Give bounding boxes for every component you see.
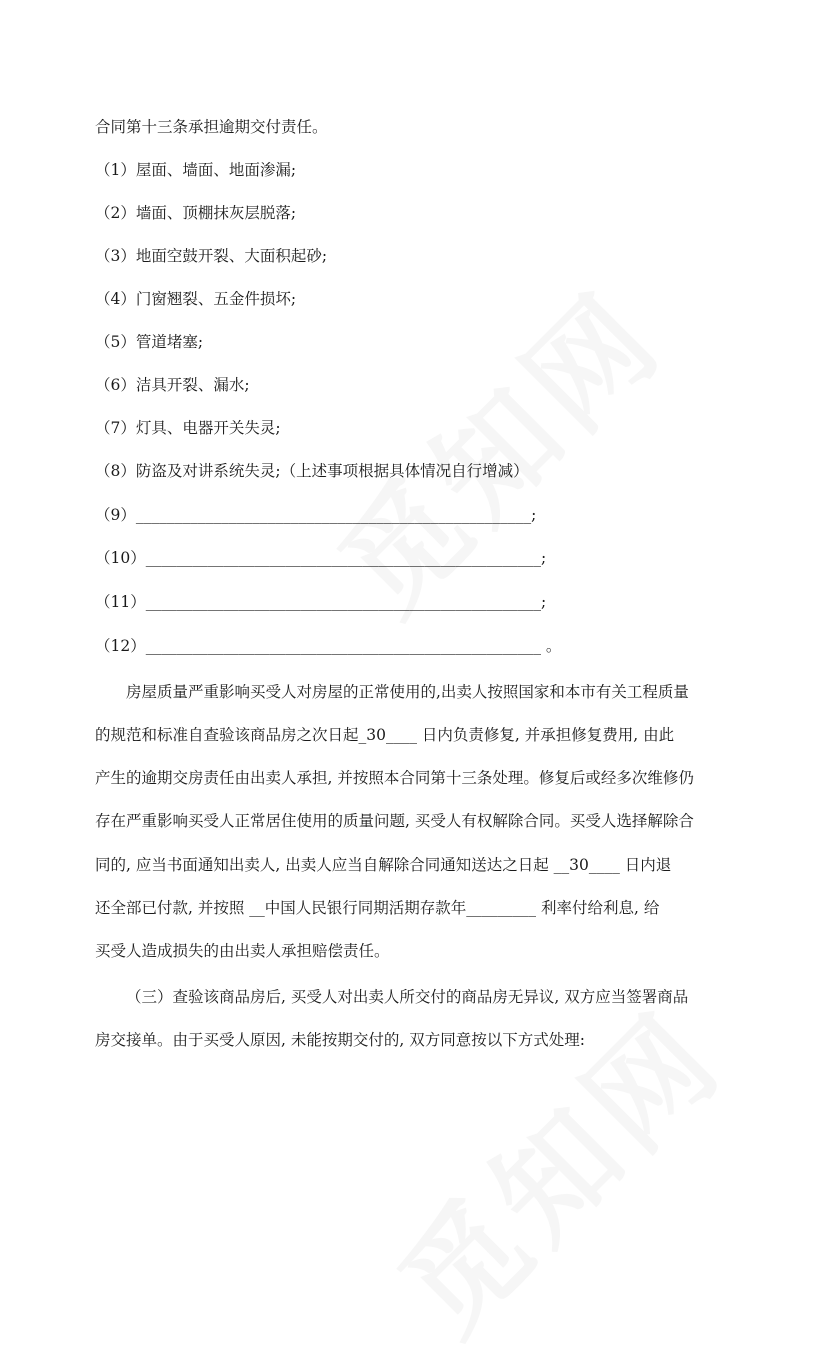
list-item: （4）门窗翘裂、五金件损坏; xyxy=(95,290,297,308)
paragraph-line: （三）查验该商品房后, 买受人对出卖人所交付的商品房无异议, 双方应当签署商品 xyxy=(126,988,689,1006)
list-item: （8）防盗及对讲系统失灵;（上述事项根据具体情况自行增减） xyxy=(95,462,529,480)
blank-item: （12）___________________________________________________ 。 xyxy=(95,637,562,655)
blank-item: （9）___________________________________________________; xyxy=(95,506,537,524)
list-item: （3）地面空鼓开裂、大面积起砂; xyxy=(95,247,328,265)
paragraph-line: 买受人造成损失的由出卖人承担赔偿责任。 xyxy=(95,942,390,960)
watermark xyxy=(356,967,753,1364)
paragraph-line: 房交接单。由于买受人原因, 未能按期交付的, 双方同意按以下方式处理: xyxy=(95,1031,585,1049)
list-item: （2）墙面、顶棚抹灰层脱落; xyxy=(95,204,297,222)
list-item: （5）管道堵塞; xyxy=(95,333,204,351)
list-item: （6）洁具开裂、漏水; xyxy=(95,376,250,394)
paragraph-line: 房屋质量严重影响买受人对房屋的正常使用的,出卖人按照国家和本市有关工程质量 xyxy=(126,683,689,701)
watermark xyxy=(296,247,693,644)
text-line: 合同第十三条承担逾期交付责任。 xyxy=(95,118,328,136)
paragraph-line: 存在严重影响买受人正常居住使用的质量问题, 买受人有权解除合同。买受人选择解除合 xyxy=(95,812,694,830)
paragraph-line: 产生的逾期交房责任由出卖人承担, 并按照本合同第十三条处理。修复后或经多次维修仍 xyxy=(95,769,694,787)
paragraph-line: 的规范和标准自查验该商品房之次日起_30____ 日内负责修复, 并承担修复费用, 由此 xyxy=(95,726,675,744)
list-item: （1）屋面、墙面、地面渗漏; xyxy=(95,161,297,179)
paragraph-line: 同的, 应当书面通知出卖人, 出卖人应当自解除合同通知送达之日起 __30____ 日内退 xyxy=(95,856,672,874)
blank-item: （10）___________________________________________________; xyxy=(95,549,547,567)
list-item: （7）灯具、电器开关失灵; xyxy=(95,419,281,437)
paragraph-line: 还全部已付款, 并按照 __中国人民银行同期活期存款年_________ 利率付给利息, 给 xyxy=(95,899,660,917)
blank-item: （11）___________________________________________________; xyxy=(95,593,547,611)
